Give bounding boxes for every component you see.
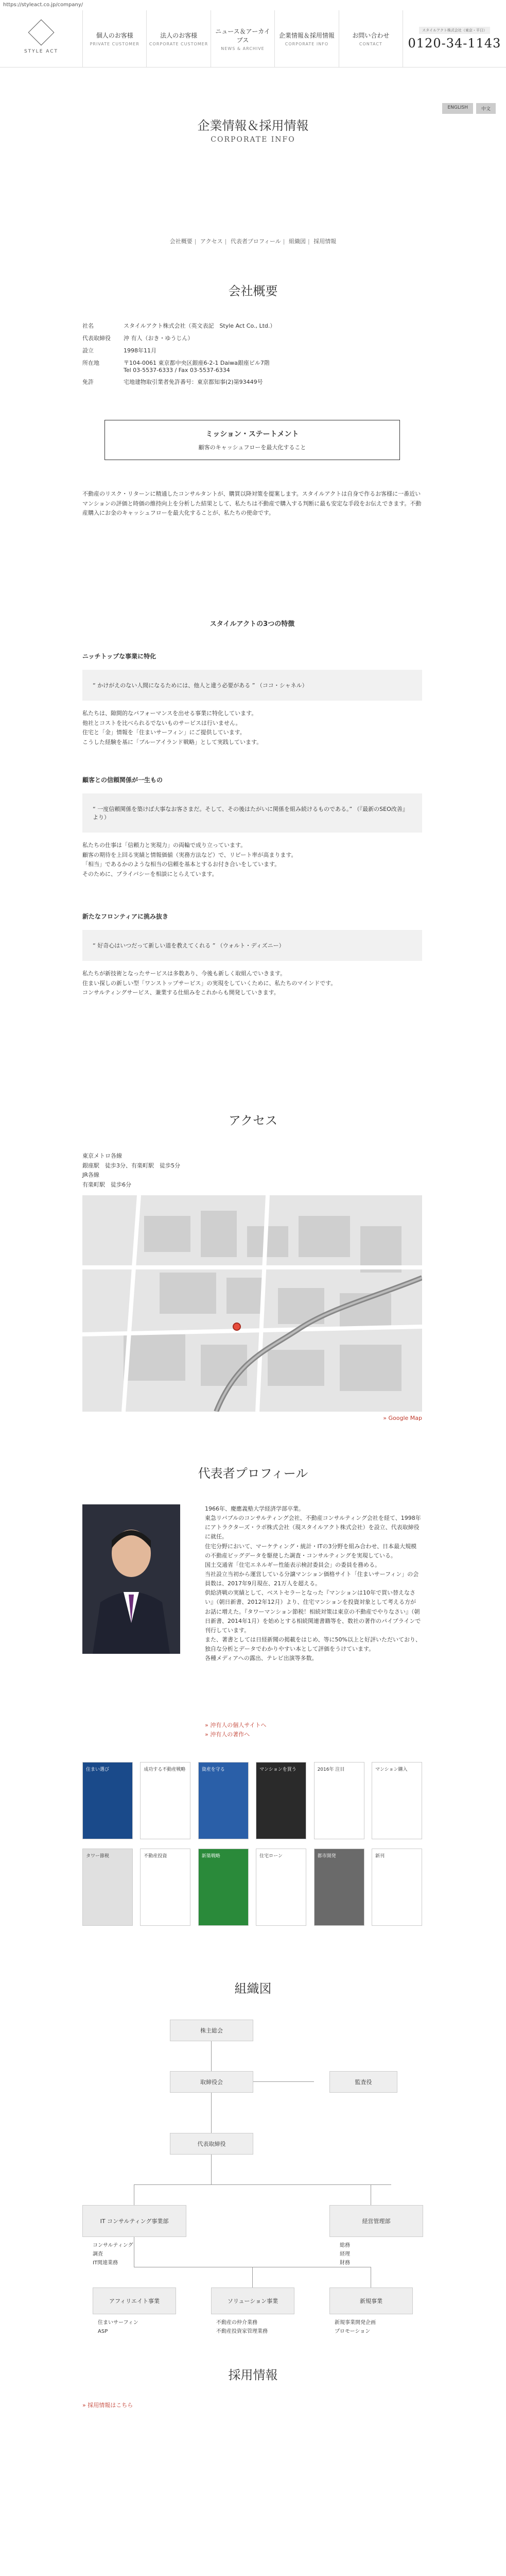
feature-1	[82, 652, 422, 748]
nav-item-contact[interactable]: お問い合わせ CONTACT	[339, 10, 403, 67]
logo-diamond-icon	[28, 20, 55, 46]
recruit-link[interactable]: » 採用情報はこちら	[82, 2402, 133, 2409]
table-row: 免許 宅地建物取引業者免許番号：東京都知事(2)第93449号	[82, 379, 263, 385]
feature-3	[82, 912, 422, 998]
access-lines: 東京メトロ各線 銀座駅 徒歩3分、有楽町駅 徒歩5分 JR各線 有楽町駅 徒歩6分	[82, 1153, 180, 1189]
portrait-image	[82, 1504, 180, 1654]
feature-quote: “ 好奇心はいつだって新しい道を教えてくれる ” （ウォルト・ディズニー）	[82, 930, 422, 961]
subnav-recruit[interactable]: 採用情報	[313, 238, 337, 245]
org-node-affiliate: アフィリエイト事業	[93, 2287, 176, 2314]
features-title: スタイルアクトの3つの特徴	[210, 620, 295, 628]
affiliate-list: 住まいサーフィン ASP	[98, 2320, 138, 2334]
recruit-link-wrap	[82, 2401, 422, 2409]
feature-heading: 新たなフロンティアに挑み抜き	[82, 913, 169, 920]
book-cover[interactable]: 資産を守る	[198, 1762, 249, 1839]
subnav-org[interactable]: 組織図	[289, 238, 306, 245]
main-nav	[82, 10, 403, 67]
feature-text: 私たちの仕事は「信頼力と実現力」の両輪で成り立っています。 顧客の期待を上回る実績と情報価値（実務方法など）で、リピート率が高まります。 「相当」であるかのような相当の信頼を基本とするお付き合いをしています。 そのために、プライバシーを相談にとらえています。	[82, 842, 297, 878]
book-cover[interactable]: 不動産投資	[140, 1849, 190, 1926]
books-grid	[82, 1762, 422, 1935]
book-cover[interactable]: 新築戦略	[198, 1849, 249, 1926]
org-node-solution: ソリューション事業	[211, 2287, 294, 2314]
logo-text: STYLE ACT	[24, 49, 59, 54]
org-node-auditor: 監査役	[329, 2071, 397, 2093]
rep-photo	[82, 1504, 180, 1654]
feature-text: 私たちが新技術となったサービスは多数あり、今後も新しく取組んでいきます。 住まい探しの新しい型「ワンストップサービス」の実現をしていくために、私たちのマインドです。 コンサルティングサービス、兼業する仕組みをこれからも開発していきます。	[82, 970, 337, 996]
feature-text: 私たちは、隙間的なパフォーマンスを出せる事業に特化しています。 他社とコストを比べられるでないものサービスは行いません。 住宅と「金」情報を「住まいサーフィン」にご提供しています。 こうした経験を基に「ブルーアイランド戦略」として実践しています。	[82, 710, 263, 746]
book-cover[interactable]: 成功する不動産戦略	[140, 1762, 190, 1839]
book-cover[interactable]: 住まい選び	[82, 1762, 133, 1839]
access-title: アクセス	[228, 1113, 278, 1128]
org-node-shareholders: 株主総会	[170, 2020, 253, 2041]
org-line	[134, 2184, 391, 2185]
nav-item-corporate[interactable]: 法人のお客様 CORPORATE CUSTOMER	[146, 10, 210, 67]
rep-bio: 1966年、慶應義塾大学経済学部卒業。 東急リバブルのコンサルティング会社、不動産コンサルティング会社を経て、1998年にアトラクターズ・ラボ株式会社（現スタイルアクト株式会社）を設立、代表取締役に就任。 住宅分野において、マーケティング・統計・ITの3分野を組み合わせ、日本最大規模の不動産ビッグデータを駆使した調査・コンサルティングを実現している。 国土交通省「住宅エネルギー性能表示検討委員会」の委員を務める。 当社設立当初から運営している分譲マンション価格サイト「住まいサーフィン」の会員数は、2017年9月現在、21万人を超える。 供給済戦の実績として、ベストセラーとなった『マンションは10年で買い替えなさい』（朝日新書、2012年12月）より、住宅マンションを投資対象として考える方がお話に増えた。『タワーマンション節税！相続対策は東京の不動産でやりなさい』（朝日新書、2014年1月）を始めとする相続関連書籍等を、数社の著作のパイプラインで刊行しています。 また、著書としては日経新聞の掲載をはじめ、等に50%以上と好評いただいており、独自な分析とデータでわかりやすい本として評価をうけています。 各種メディアへの露出、テレビ出演等多数。	[205, 1505, 422, 1662]
overview-table	[82, 319, 422, 388]
page-title: 企業情報＆採用情報 CORPORATE INFO	[197, 118, 309, 144]
tel-note: スタイルアクト株式会社（東京・平日）	[419, 27, 490, 34]
mission-subtitle: 顧客のキャッシュフローを最大化すること	[198, 444, 306, 451]
rep-links	[205, 1721, 421, 1739]
org-node-it-consulting: IT コンサルティング事業部	[82, 2205, 186, 2237]
book-cover[interactable]: マンションを買う	[256, 1762, 306, 1839]
book-cover[interactable]: 住宅ローン	[256, 1849, 306, 1926]
url-bar[interactable]: https://styleact.co.jp/company/	[0, 0, 506, 10]
it-consulting-list: コンサルティング 調査 IT関連業務	[93, 2243, 133, 2266]
subnav-profile[interactable]: 代表者プロフィール	[230, 238, 281, 245]
table-row: 所在地 〒104-0061 東京都中央区銀座6-2-1 Daiwa銀座ビル7階 Tel 03-5537-6333 / Fax 03-5537-6334	[82, 360, 270, 374]
rep-site-link[interactable]: » 沖有人の個人サイトへ	[205, 1722, 267, 1728]
table-row: 設立 1998年11月	[82, 347, 156, 354]
google-map-link[interactable]: » Google Map	[383, 1415, 422, 1421]
nav-item-corporate-info[interactable]: 企業情報＆採用情報 CORPORATE INFO	[274, 10, 338, 67]
book-cover[interactable]: 都市開発	[314, 1849, 364, 1926]
lang-english-button[interactable]: ENGLISH	[442, 103, 473, 114]
org-node-ceo: 代表取締役	[170, 2133, 253, 2155]
admin-list: 総務 経理 財務	[340, 2243, 350, 2266]
solution-list: 不動産の仲介業務 不動産投資家管理業務	[216, 2320, 268, 2334]
rep-title: 代表者プロフィール	[198, 1466, 308, 1481]
new-biz-list: 新規事業開発企画 プロモーション	[335, 2320, 376, 2334]
mission-statement	[82, 420, 422, 460]
org-node-admin: 経営管理部	[329, 2205, 423, 2237]
org-line	[211, 2154, 212, 2184]
table-row: 社名 スタイルアクト株式会社（英文表記 Style Act Co., Ltd.）	[82, 323, 276, 329]
mission-paragraph: 不動産のリスク・リターンに精通したコンサルタントが、購買以降対策を提案します。スタイルアクトは自身で作るお客様に一番近いマンションの評価と時価の維持向上を分析した結果として、私たちは不動産で購入する判断に最も安定な手段をお伝えできます。不動産購入にお金のキャッシュフローを最大化することが、私たちの使命です。	[82, 490, 422, 517]
recruit-title: 採用情報	[228, 2368, 278, 2382]
book-cover[interactable]: タワー節税	[82, 1849, 133, 1926]
map-graphic	[82, 1195, 422, 1412]
mission-box	[104, 420, 400, 460]
logo[interactable]	[0, 10, 82, 67]
org-node-board: 取締役会	[170, 2071, 253, 2093]
book-cover[interactable]: マンション購入	[372, 1762, 422, 1839]
map-link-wrap	[82, 1414, 422, 1421]
org-line	[252, 2267, 253, 2287]
phone-number[interactable]: 0120-34-1143	[408, 36, 501, 50]
feature-heading: ニッチトップな事業に特化	[82, 653, 156, 660]
nav-item-private[interactable]: 個人のお客様 PRIVATE CUSTOMER	[82, 10, 146, 67]
org-node-new-biz: 新規事業	[329, 2287, 413, 2314]
contact-box[interactable]	[403, 10, 506, 67]
overview-title: 会社概要	[228, 284, 278, 298]
lang-chinese-button[interactable]: 中文	[476, 103, 496, 114]
access-map[interactable]	[82, 1195, 422, 1412]
feature-2	[82, 775, 422, 879]
org-title: 組織図	[234, 1981, 272, 1996]
book-cover[interactable]: 2016年 注目	[314, 1762, 364, 1839]
nav-item-news[interactable]: ニュース＆アーカイブス NEWS & ARCHIVE	[211, 10, 274, 67]
feature-quote: “ 一度信頼関係を築けば大事なお客さまだ。そして、その後はたがいに関係を組み続けるものである。” （『最新のSEO改善』より）	[82, 793, 422, 833]
subnav-overview[interactable]: 会社概要	[169, 238, 193, 245]
subnav-access[interactable]: アクセス	[200, 238, 223, 245]
feature-quote: “ かけがえのない人間になるためには、他人と違う必要がある ” （ココ・シャネル）	[82, 670, 422, 701]
book-cover[interactable]: 新刊	[372, 1849, 422, 1926]
rep-books-link[interactable]: » 沖有人の著作へ	[205, 1731, 250, 1738]
feature-heading: 顧客との信頼関係が一生もの	[82, 776, 163, 784]
mission-title: ミッション・ステートメント	[205, 430, 299, 438]
table-row: 代表取締役 沖 有人（おき・ゆうじん）	[82, 335, 194, 342]
site-header	[0, 10, 506, 67]
sub-nav: 会社概要 | アクセス | 代表者プロフィール | 組織図 | 採用情報	[169, 238, 337, 245]
